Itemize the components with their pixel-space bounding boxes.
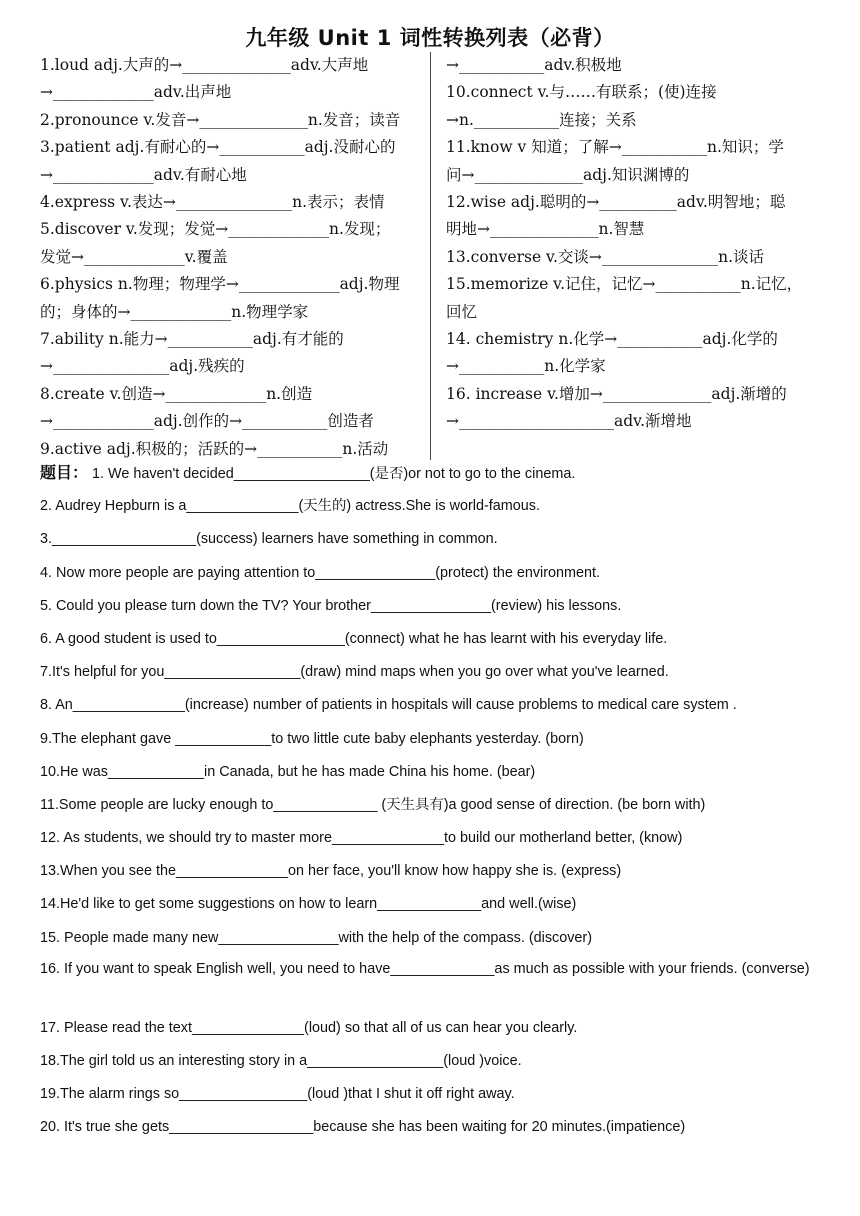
word-line: 16. increase v.增加→______________adj.渐增的 [446, 384, 787, 403]
word-line: 9.active adj.积极的；活跃的→___________n.活动 [40, 439, 389, 458]
word-list-left-column [40, 52, 414, 463]
word-line: 14. chemistry n.化学→___________adj.化学的 [446, 330, 778, 349]
question-item: 10.He was____________in Canada, but he has made China his home. (bear) [40, 763, 536, 780]
question-text: 1. We haven't decided_________________(是否)or not to go to the cinema. [92, 466, 576, 482]
question-item: 16. If you want to speak English well, you need to have_____________as much as possible with your friends. (converse) [40, 960, 810, 977]
word-line: 10.connect v.与……有联系；(使)连接 [446, 83, 717, 102]
question-item: 12. As students, we should try to master more______________to build our motherland better, (know) [40, 830, 683, 847]
question-item: 4. Now more people are paying attention to_______________(protect) the environment. [40, 564, 601, 581]
word-line: 3.patient adj.有耐心的→___________adj.没耐心的 [40, 138, 396, 157]
question-item: 6. A good student is used to________________(connect) what he has learnt with his everyday life. [40, 630, 668, 647]
question-item: 7.It's helpful for you_________________(draw) mind maps when you go over what you've learned. [40, 664, 669, 681]
word-line: 8.create v.创造→_____________n.创造 [40, 384, 313, 403]
question-item: 17. Please read the text______________(loud) so that all of us can hear you clearly. [40, 1019, 578, 1036]
word-line: 12.wise adj.聪明的→__________adv.明智地；聪 [446, 193, 786, 212]
page-title: 九年级 Unit 1 词性转换列表（必背） [245, 26, 615, 50]
word-line: →___________adv.积极地 [446, 56, 622, 74]
word-line: 回忆 [446, 302, 478, 321]
word-line: 6.physics n.物理；物理学→_____________adj.物理 [40, 275, 400, 294]
word-line: 2.pronounce v.发音→______________n.发音；读音 [40, 110, 401, 129]
word-line: 问→______________adj.知识渊博的 [446, 165, 690, 184]
word-line: 发觉→_____________v.覆盖 [40, 247, 228, 266]
question-item: 5. Could you please turn down the TV? Your brother_______________(review) his lessons. [40, 597, 622, 614]
question-item: 14.He'd like to get some suggestions on how to learn_____________and well.(wise) [40, 896, 577, 913]
word-line: →_______________adj.残疾的 [40, 357, 245, 376]
word-line: 5.discover v.发现；发觉→_____________n.发现； [40, 220, 391, 239]
word-line: →____________________adv.渐增地 [446, 412, 692, 431]
word-line: 明地→______________n.智慧 [446, 220, 645, 239]
question-item: 19.The alarm rings so________________(loud )that I shut it off right away. [40, 1086, 515, 1103]
question-item: 13.When you see the______________on her face, you'll know how happy she is. (express) [40, 863, 622, 880]
question-item: 2. Audrey Hepburn is a______________(天生的) actress.She is world-famous. [40, 498, 540, 515]
word-line: 13.converse v.交谈→_______________n.谈话 [446, 247, 765, 266]
questions-heading: 题目： [40, 463, 89, 482]
word-line: 11.know v 知道；了解→___________n.知识；学 [446, 138, 784, 157]
question-item: 15. People made many new_______________with the help of the compass. (discover) [40, 929, 592, 946]
word-line: 的；身体的→_____________n.物理学家 [40, 302, 309, 321]
word-line: 7.ability n.能力→___________adj.有才能的 [40, 330, 344, 349]
word-line: →n.___________连接；关系 [446, 110, 637, 129]
column-divider [430, 52, 431, 460]
question-item: 8. An______________(increase) number of patients in hospitals will cause problems to medical care system . [40, 697, 737, 714]
word-line: →_____________adv.出声地 [40, 83, 232, 102]
question-item [40, 459, 820, 492]
word-line: →___________n.化学家 [446, 357, 606, 376]
word-line: 1.loud adj.大声的→______________adv.大声地 [40, 56, 369, 74]
question-item: 20. It's true she gets__________________because she has been waiting for 20 minutes.(impatience) [40, 1119, 686, 1136]
question-item: 3.__________________(success) learners have something in common. [40, 531, 498, 548]
question-item: 11.Some people are lucky enough to_____________ (天生具有)a good sense of direction. (be born with) [40, 796, 706, 813]
question-item: 9.The elephant gave ____________to two little cute baby elephants yesterday. (born) [40, 730, 584, 747]
question-item: 18.The girl told us an interesting story in a_________________(loud )voice. [40, 1053, 522, 1069]
word-list-right-column [446, 52, 820, 436]
word-line: →_____________adj.创作的→___________创造者 [40, 412, 374, 431]
word-line: 15.memorize v.记住，记忆→___________n.记忆， [446, 275, 803, 294]
exercise-questions [40, 459, 820, 1147]
word-line: 4.express v.表达→_______________n.表示；表情 [40, 193, 385, 212]
word-line: →_____________adv.有耐心地 [40, 165, 247, 184]
